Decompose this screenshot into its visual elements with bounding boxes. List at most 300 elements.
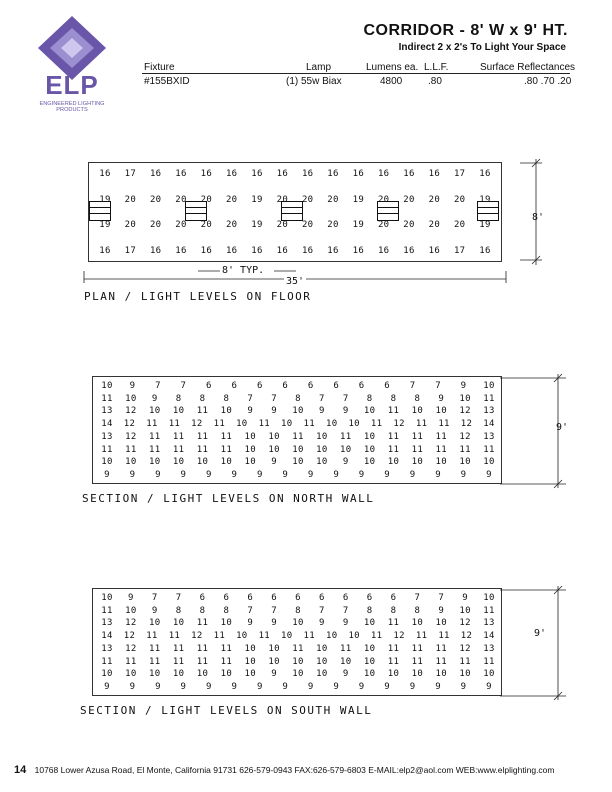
light-level-value: 10 (411, 406, 424, 417)
light-level-value: 9 (180, 470, 187, 480)
light-level-value: 10 (244, 643, 256, 654)
light-level-value: 11 (483, 393, 495, 404)
light-level-value: 11 (483, 656, 495, 667)
light-level-value: 11 (411, 431, 424, 442)
light-level-value: 6 (342, 593, 349, 603)
light-level-value: 12 (123, 419, 136, 430)
light-level-value: 8 (295, 605, 301, 616)
light-level-value: 11 (125, 444, 137, 455)
light-level-value: 10 (363, 457, 376, 468)
light-level-value: 13 (483, 431, 495, 442)
light-level-value: 11 (172, 656, 185, 667)
light-level-value: 10 (459, 605, 471, 616)
light-level-value: 12 (460, 419, 473, 430)
light-level-value: 10 (268, 444, 280, 455)
light-level-value: 10 (244, 457, 256, 468)
light-level-value: 12 (459, 406, 471, 417)
light-level-value: 7 (151, 593, 158, 603)
plan-width-label: 35' (286, 276, 305, 287)
light-level-value: 8 (175, 605, 182, 616)
light-level-value: 17 (124, 246, 137, 256)
light-level-value: 11 (459, 444, 471, 455)
page-title: CORRIDOR - 8' W x 9' HT. (363, 22, 568, 39)
light-level-value: 17 (124, 169, 137, 179)
light-level-value: 20 (453, 194, 466, 205)
light-level-value: 11 (415, 631, 428, 642)
light-level-value: 10 (459, 457, 471, 468)
llf-value: .80 (428, 76, 442, 87)
light-level-value: 9 (307, 682, 314, 692)
light-level-value: 14 (483, 631, 495, 642)
light-level-value: 11 (220, 444, 233, 455)
page-subtitle: Indirect 2 x 2's To Light Your Space (398, 42, 566, 53)
light-level-value: 11 (213, 419, 226, 430)
light-level-value: 7 (319, 393, 325, 404)
light-level-value: 10 (196, 457, 209, 468)
light-level-value: 16 (225, 169, 238, 179)
light-level-value: 10 (483, 457, 495, 468)
light-level-value: 10 (268, 643, 280, 654)
light-level-value: 10 (172, 618, 185, 629)
light-level-value: 12 (123, 631, 136, 642)
light-level-value: 11 (149, 643, 161, 654)
light-level-value: 11 (483, 605, 495, 616)
plan-dimension-lines (80, 155, 560, 285)
light-level-value: 8 (199, 605, 206, 616)
light-level-value: 10 (316, 656, 328, 667)
light-level-value: 20 (428, 194, 441, 205)
light-level-value: 9 (460, 682, 467, 692)
light-level-value: 10 (292, 457, 304, 468)
light-level-value: 11 (435, 643, 447, 654)
light-level-value: 10 (220, 406, 233, 417)
light-level-value: 11 (411, 444, 424, 455)
light-level-value: 10 (172, 457, 185, 468)
light-level-value: 20 (301, 220, 314, 231)
light-level-value: 12 (459, 618, 471, 629)
light-level-value: 8 (390, 393, 397, 404)
plan-caption: PLAN / LIGHT LEVELS ON FLOOR (84, 290, 312, 303)
light-level-value: 20 (124, 194, 137, 205)
light-level-value: 10 (268, 431, 280, 442)
light-level-value: 8 (414, 393, 421, 404)
light-level-value: 11 (435, 444, 447, 455)
light-level-value: 10 (244, 444, 256, 455)
light-level-value: 20 (403, 220, 415, 231)
light-level-value: 10 (411, 457, 424, 468)
light-level-value: 10 (220, 669, 233, 680)
light-level-value: 14 (101, 419, 113, 430)
light-level-value: 19 (251, 194, 263, 205)
light-level-value: 11 (172, 444, 185, 455)
light-level-value: 9 (333, 682, 340, 692)
light-level-value: 16 (327, 246, 339, 256)
light-level-value: 10 (459, 669, 471, 680)
reflectances-header: Surface Reflectances (480, 62, 576, 73)
lumens-header: Lumens ea. (366, 62, 419, 73)
light-level-value: 11 (168, 631, 181, 642)
light-level-value: 10 (244, 669, 256, 680)
light-level-value: 10 (149, 669, 161, 680)
light-level-value: 13 (483, 618, 495, 629)
light-level-value: 6 (307, 381, 314, 391)
light-level-value: 10 (268, 656, 280, 667)
light-level-value: 10 (292, 618, 304, 629)
light-level-value: 9 (384, 470, 390, 480)
light-level-value: 9 (486, 470, 492, 480)
light-level-value: 16 (99, 246, 111, 256)
lamp-header: Lamp (306, 62, 332, 73)
logo-text: ELP (45, 70, 99, 100)
light-level-value: 10 (236, 631, 248, 642)
light-level-value: 16 (301, 246, 314, 256)
light-level-value: 12 (125, 643, 137, 654)
light-level-value: 10 (172, 406, 185, 417)
light-level-value: 9 (155, 682, 161, 692)
light-level-value: 13 (101, 618, 113, 629)
light-level-value: 12 (459, 431, 471, 442)
lamp-value: (1) 55w Biax (286, 76, 342, 87)
south-wall-box (92, 588, 502, 696)
light-level-value: 16 (479, 246, 491, 256)
light-level-value: 11 (220, 643, 233, 654)
light-level-value: 6 (333, 381, 340, 391)
light-level-value: 9 (438, 605, 445, 616)
light-level-value: 9 (409, 682, 416, 692)
light-level-value: 11 (303, 631, 315, 642)
light-level-value: 10 (292, 444, 304, 455)
light-level-value: 9 (342, 457, 349, 468)
light-level-value: 9 (282, 470, 289, 480)
light-level-value: 8 (295, 393, 301, 404)
light-level-value: 11 (220, 656, 233, 667)
light-level-value: 11 (438, 419, 450, 430)
light-level-value: 14 (101, 631, 113, 642)
light-level-value: 6 (223, 593, 230, 603)
light-level-value: 9 (435, 682, 441, 692)
light-level-value: 10 (483, 669, 495, 680)
north-caption: SECTION / LIGHT LEVELS ON NORTH WALL (82, 492, 375, 505)
light-level-value: 11 (149, 656, 161, 667)
light-level-value: 10 (325, 631, 338, 642)
light-level-value: 8 (414, 605, 421, 616)
light-level-value: 10 (363, 431, 376, 442)
light-level-value: 20 (301, 194, 314, 205)
light-level-value: 13 (101, 643, 113, 654)
light-level-value: 9 (129, 682, 136, 692)
light-level-value: 20 (149, 220, 162, 231)
light-level-value: 9 (104, 682, 110, 692)
light-level-value: 9 (486, 682, 492, 692)
light-level-value: 7 (175, 593, 182, 603)
light-level-value: 8 (199, 393, 206, 404)
light-level-value: 7 (271, 605, 277, 616)
light-level-value: 16 (200, 169, 213, 179)
reflectances-value: .80 .70 .20 (524, 76, 572, 87)
north-height-label: 9' (556, 422, 569, 433)
light-level-value: 9 (271, 457, 277, 468)
light-level-value: 9 (271, 406, 277, 417)
light-level-value: 16 (251, 169, 263, 179)
light-level-value: 11 (149, 431, 161, 442)
light-level-value: 10 (340, 444, 352, 455)
light-level-value: 19 (99, 220, 111, 231)
light-level-value: 10 (435, 618, 447, 629)
light-level-value: 9 (460, 381, 467, 391)
light-level-value: 11 (435, 656, 447, 667)
light-level-value: 20 (377, 194, 390, 205)
light-level-value: 16 (352, 169, 365, 179)
light-level-value: 9 (342, 406, 349, 417)
light-level-value: 7 (271, 393, 277, 404)
light-level-value: 10 (316, 457, 328, 468)
light-level-value: 11 (101, 393, 113, 404)
light-level-value: 20 (175, 220, 187, 231)
light-level-value: 12 (393, 419, 405, 430)
light-level-value: 20 (327, 194, 339, 205)
light-level-value: 10 (363, 656, 376, 667)
light-level-value: 16 (479, 169, 491, 179)
fixture-value: #155BXID (144, 76, 190, 87)
light-level-value: 11 (172, 643, 185, 654)
light-level-value: 10 (149, 406, 161, 417)
south-caption: SECTION / LIGHT LEVELS ON SOUTH WALL (80, 704, 373, 717)
light-level-value: 10 (387, 457, 400, 468)
light-level-value: 20 (403, 194, 415, 205)
light-level-value: 7 (414, 593, 421, 603)
light-level-value: 9 (319, 618, 325, 629)
light-level-value: 9 (271, 669, 277, 680)
light-level-value: 6 (358, 381, 365, 391)
light-level-value: 9 (342, 618, 349, 629)
light-level-value: 11 (101, 605, 113, 616)
light-level-value: 20 (377, 220, 390, 231)
light-level-value: 12 (125, 618, 137, 629)
light-level-value: 9 (256, 682, 263, 692)
light-level-value: 10 (292, 669, 304, 680)
light-level-value: 11 (435, 431, 447, 442)
light-level-value: 16 (175, 169, 187, 179)
light-level-value: 17 (453, 246, 466, 256)
light-level-value: 16 (327, 169, 339, 179)
light-level-value: 10 (435, 406, 447, 417)
light-level-value: 10 (348, 631, 360, 642)
light-level-value: 20 (175, 194, 187, 205)
light-level-value: 10 (101, 669, 113, 680)
light-level-value: 19 (479, 220, 491, 231)
light-level-value: 11 (387, 444, 400, 455)
light-level-value: 10 (316, 444, 328, 455)
light-level-value: 11 (196, 431, 209, 442)
light-level-value: 10 (281, 631, 293, 642)
light-level-value: 10 (363, 643, 376, 654)
light-level-value: 20 (327, 220, 339, 231)
light-level-value: 7 (180, 381, 187, 391)
light-level-value: 10 (101, 381, 113, 391)
plan-height-label: 8' (532, 212, 545, 223)
light-level-value: 10 (363, 669, 376, 680)
light-level-value: 8 (366, 393, 373, 404)
light-level-value: 9 (384, 682, 390, 692)
light-level-value: 11 (340, 431, 352, 442)
light-level-value: 20 (276, 194, 289, 205)
light-level-value: 11 (387, 643, 400, 654)
light-level-value: 9 (104, 470, 110, 480)
light-level-value: 6 (366, 593, 373, 603)
light-level-value: 9 (180, 682, 187, 692)
light-level-value: 10 (483, 381, 495, 391)
south-dimension-line (500, 584, 570, 702)
light-level-value: 20 (200, 194, 213, 205)
light-level-value: 12 (393, 631, 405, 642)
light-level-value: 11 (196, 444, 209, 455)
light-level-value: 10 (220, 457, 233, 468)
light-level-value: 16 (377, 246, 390, 256)
light-level-value: 10 (363, 444, 376, 455)
light-level-value: 9 (129, 470, 136, 480)
light-level-value: 12 (125, 406, 137, 417)
light-level-value: 10 (435, 457, 447, 468)
light-level-value: 10 (316, 643, 328, 654)
llf-header: L.L.F. (424, 62, 449, 73)
light-level-value: 9 (358, 470, 365, 480)
light-level-value: 20 (453, 220, 466, 231)
light-level-value: 10 (220, 618, 233, 629)
light-level-value: 9 (438, 393, 445, 404)
light-level-value: 6 (319, 593, 325, 603)
light-level-value: 8 (175, 393, 182, 404)
north-wall-box (92, 376, 502, 484)
light-level-value: 16 (149, 246, 162, 256)
light-level-value: 11 (196, 406, 209, 417)
light-level-value: 13 (101, 406, 113, 417)
light-level-value: 10 (292, 406, 304, 417)
light-level-value: 9 (155, 470, 161, 480)
light-level-value: 10 (325, 419, 338, 430)
light-level-value: 11 (387, 656, 400, 667)
light-level-value: 8 (223, 605, 230, 616)
light-level-value: 9 (462, 593, 468, 603)
light-level-value: 10 (316, 431, 328, 442)
light-level-value: 16 (403, 246, 415, 256)
light-level-value: 6 (199, 593, 206, 603)
light-level-value: 11 (387, 431, 400, 442)
light-level-value: 10 (292, 656, 304, 667)
light-level-value: 10 (236, 419, 248, 430)
light-level-value: 8 (223, 393, 230, 404)
south-light-level-grid (95, 593, 501, 693)
light-level-value: 19 (352, 220, 365, 231)
footer-address: 10768 Lower Azusa Road, El Monte, California 91731 626-579-0943 FAX:626-579-6803 E-MAIL:elp2@aol.com WEB:www.elplighting.com (34, 765, 555, 775)
light-level-value: 11 (213, 631, 226, 642)
light-level-value: 11 (149, 444, 161, 455)
light-level-value: 10 (101, 593, 113, 603)
light-level-value: 16 (200, 246, 213, 256)
light-level-value: 6 (271, 593, 277, 603)
light-level-value: 20 (149, 194, 162, 205)
light-level-value: 9 (282, 682, 289, 692)
light-level-value: 13 (483, 406, 495, 417)
light-level-value: 9 (206, 682, 212, 692)
light-level-value: 11 (411, 656, 424, 667)
light-level-value: 11 (220, 431, 233, 442)
lumens-value: 4800 (380, 76, 403, 87)
light-level-value: 10 (411, 669, 424, 680)
light-level-value: 9 (409, 470, 416, 480)
light-level-value: 10 (149, 457, 161, 468)
light-level-value: 16 (403, 169, 415, 179)
light-level-value: 10 (340, 656, 352, 667)
light-level-value: 7 (247, 605, 254, 616)
light-level-value: 10 (281, 419, 293, 430)
light-level-value: 9 (435, 470, 441, 480)
light-level-value: 11 (101, 444, 113, 455)
light-level-value: 11 (101, 656, 113, 667)
light-level-value: 11 (483, 444, 495, 455)
light-level-value: 9 (342, 669, 349, 680)
light-level-value: 16 (377, 169, 390, 179)
light-level-value: 19 (479, 194, 491, 205)
light-level-value: 9 (231, 470, 238, 480)
light-level-value: 9 (319, 406, 325, 417)
south-height-label: 9' (534, 628, 547, 639)
light-level-value: 10 (459, 393, 471, 404)
light-level-value: 11 (168, 419, 181, 430)
light-level-value: 12 (125, 431, 137, 442)
light-level-value: 16 (428, 246, 441, 256)
light-level-value: 11 (415, 419, 428, 430)
light-level-value: 7 (435, 381, 441, 391)
light-level-value: 13 (101, 431, 113, 442)
light-level-value: 9 (460, 470, 467, 480)
light-level-value: 10 (244, 431, 256, 442)
light-level-value: 11 (370, 419, 383, 430)
light-level-value: 16 (276, 169, 289, 179)
light-level-value: 6 (384, 381, 390, 391)
light-level-value: 10 (196, 669, 209, 680)
light-level-value: 20 (428, 220, 441, 231)
light-level-value: 9 (256, 470, 263, 480)
light-level-value: 20 (124, 220, 137, 231)
light-level-value: 17 (453, 169, 466, 179)
light-level-value: 10 (387, 669, 400, 680)
light-level-value: 19 (251, 220, 263, 231)
light-level-value: 12 (459, 643, 471, 654)
light-level-value: 12 (191, 631, 203, 642)
light-level-value: 9 (247, 406, 254, 417)
light-level-value: 7 (319, 605, 325, 616)
light-level-value: 11 (258, 631, 270, 642)
light-level-value: 10 (348, 419, 360, 430)
light-level-value: 11 (370, 631, 383, 642)
light-level-value: 9 (307, 470, 314, 480)
light-level-value: 7 (155, 381, 161, 391)
light-level-value: 10 (411, 618, 424, 629)
light-level-value: 10 (125, 605, 137, 616)
light-level-value: 9 (333, 470, 340, 480)
light-level-value: 19 (99, 194, 111, 205)
light-level-value: 16 (99, 169, 111, 179)
light-level-value: 16 (175, 246, 187, 256)
light-level-value: 11 (172, 431, 185, 442)
light-level-value: 10 (172, 669, 185, 680)
light-level-value: 9 (206, 470, 212, 480)
light-level-value: 7 (342, 605, 349, 616)
footer (14, 764, 555, 776)
light-level-value: 16 (428, 169, 441, 179)
light-level-value: 19 (352, 194, 365, 205)
light-level-value: 9 (129, 381, 136, 391)
